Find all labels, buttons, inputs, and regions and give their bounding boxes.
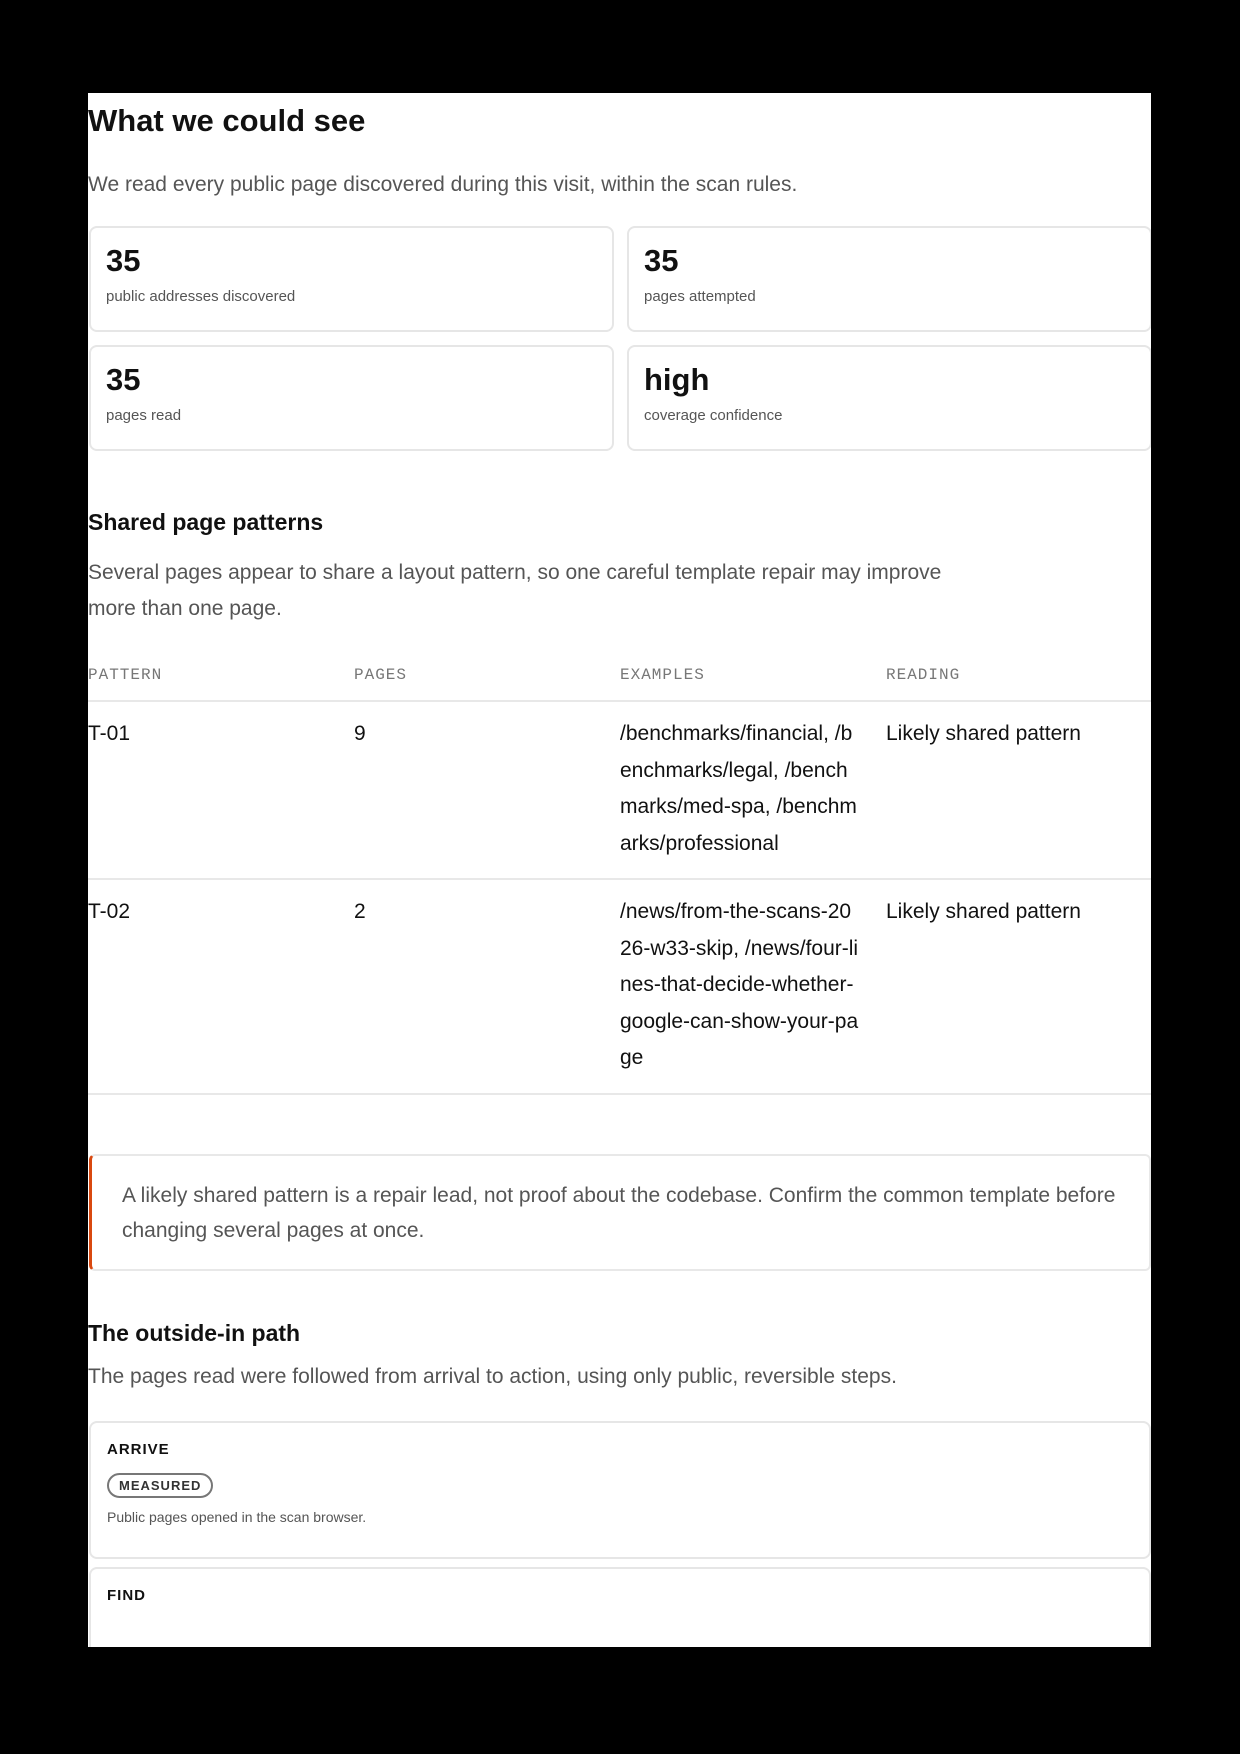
pages-cell: 2: [354, 879, 620, 1094]
column-header-reading: READING: [886, 653, 1151, 701]
step-card-arrive: [89, 1421, 1151, 1559]
report-page: [88, 93, 1151, 1647]
column-header-pattern: PATTERN: [88, 653, 354, 701]
stat-label: coverage confidence: [644, 407, 783, 424]
step-name: ARRIVE: [107, 1441, 170, 1458]
pattern-cell: T-02: [88, 879, 354, 1094]
reading-cell: Likely shared pattern: [886, 879, 1151, 1094]
table-row: [88, 701, 1151, 879]
reading-cell: Likely shared pattern: [886, 701, 1151, 879]
status-badge: MEASURED: [107, 1473, 213, 1498]
examples-cell: /benchmarks/financial, /benchmarks/legal, /benchmarks/med-spa, /benchmarks/professional: [620, 701, 886, 879]
step-card-find: [89, 1567, 1151, 1647]
path-heading: The outside-in path: [88, 1320, 301, 1346]
table-header-row: [88, 653, 1151, 701]
callout-note: A likely shared pattern is a repair lead, not proof about the codebase. Confirm the common template before changing several pages at once.: [89, 1154, 1151, 1271]
stat-value: 35: [106, 362, 141, 397]
column-header-examples: EXAMPLES: [620, 653, 886, 701]
table-row: [88, 879, 1151, 1094]
stat-value: high: [644, 362, 710, 397]
pattern-cell: T-01: [88, 701, 354, 879]
step-description: Public pages opened in the scan browser.: [107, 1509, 367, 1525]
pages-cell: 9: [354, 701, 620, 879]
patterns-heading: Shared page patterns: [88, 509, 324, 535]
stat-card-confidence: [627, 345, 1151, 451]
column-header-pages: PAGES: [354, 653, 620, 701]
patterns-table: [88, 653, 1151, 1095]
stat-card-read: [89, 345, 614, 451]
stat-label: pages read: [106, 407, 182, 424]
stat-label: public addresses discovered: [106, 288, 296, 305]
path-description: The pages read were followed from arrival to action, using only public, reversible steps.: [88, 1365, 897, 1388]
examples-cell: /news/from-the-scans-2026-w33-skip, /news/four-lines-that-decide-whether-google-can-show-your-page: [620, 879, 886, 1094]
stat-label: pages attempted: [644, 288, 756, 305]
stat-card-discovered: [89, 226, 614, 332]
stats-grid: [89, 226, 1151, 451]
stat-card-attempted: [627, 226, 1151, 332]
step-name: FIND: [107, 1587, 146, 1604]
intro-text: We read every public page discovered during this visit, within the scan rules.: [88, 173, 798, 196]
stat-value: 35: [644, 243, 679, 278]
stat-value: 35: [106, 243, 141, 278]
page-title: What we could see: [88, 103, 366, 138]
patterns-description: Several pages appear to share a layout pattern, so one careful template repair may improve more than one page.: [88, 561, 942, 620]
